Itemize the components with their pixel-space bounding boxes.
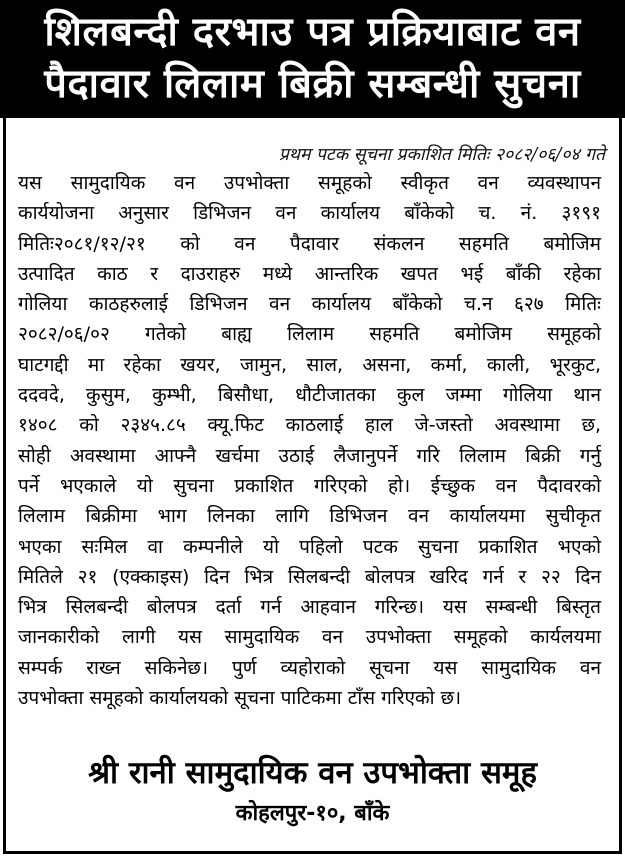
paragraph-line: जानकारीको लागी यस सामुदायिक वन उपभोक्ता समूहको कार्यलयमा: [18, 626, 601, 649]
paragraph-line: सोही अवस्थामा आफ्नै खर्चमा उठाई लैजानुपर्ने गरि लिलाम बिक्री गर्नु: [18, 444, 601, 467]
header-title-line-2: पैदावार लिलाम बिक्री सम्बन्धी सुचना: [44, 61, 581, 107]
paragraph-line: सम्पर्क राख्न सकिनेछ। पुर्ण व्यहोराको सूचना यस सामुदायिक वन: [18, 656, 601, 679]
organization-address: कोहलपुर-१०, बाँके: [235, 801, 390, 826]
paragraph-line: गोलिया काठहरुलाई डिभिजन वन कार्यालय बाँकेको च.न ६२७ मितिः: [18, 293, 601, 316]
paragraph-line: कार्ययोजना अनुसार डिभिजन वन कार्यालय बाँकेको च. नं. ३१९१: [18, 202, 601, 225]
paragraph-line: मितिले २१ (एक्काइस) दिन भित्र सिलबन्दी बोलपत्र खरिद गर्न र २२ दिन: [18, 565, 601, 588]
paragraph-line: भएका सःमिल वा कम्पनीले यो पहिलो पटक सुचना प्रकाशित भएको: [18, 535, 601, 558]
paragraph-line: उत्पादित काठ र दाउराहरु मध्ये आन्तरिक खपत भई बाँकी रहेका: [18, 262, 601, 285]
paragraph-line: यस सामुदायिक वन उपभोक्ता समूहको स्वीकृत वन व्यवस्थापन: [18, 172, 601, 194]
organization-name: श्री रानी सामुदायिक वन उपभोक्ता समूह: [88, 755, 537, 791]
paragraph-line: मितिः२०८१/१२/२१ को वन पैदावार संकलन सहमति बमोजिम: [18, 232, 601, 255]
notice-body: [3, 118, 622, 854]
signature-block: [6, 750, 619, 832]
notice-header: [0, 0, 625, 118]
paragraph-line: २०८२/०६/०२ गतेको बाह्य लिलाम सहमति बमोजिम समूहको: [18, 323, 601, 346]
published-date: प्रथम पटक सूचना प्रकाशित मितिः २०८२/०६/०४ गते: [278, 145, 605, 165]
header-title-line-1: शिलबन्दी दरभाउ पत्र प्रक्रियाबाट वन: [44, 9, 581, 55]
paragraph-line: ददवदे, कुसुम, कुम्भी, बिसौधा, धौटीजातका कुल जम्मा गोलिया थान: [18, 384, 601, 407]
notice-paragraph: [18, 168, 601, 713]
paragraph-line: लिलाम बिक्रीमा भाग लिनका लागि डिभिजन वन कार्यालयमा सुचीकृत: [18, 505, 601, 528]
paragraph-line: उपभोक्ता समूहको कार्यालयको सूचना पाटिकमा टाँस गरिएको छ।: [18, 687, 462, 710]
paragraph-line: घाटगद्दी मा रहेका खयर, जामुन, साल, असना, कर्मा, काली, भूरकुट,: [18, 353, 601, 376]
paragraph-line: भित्र सिलबन्दी बोलपत्र दर्ता गर्न आहवान गरिन्छ। यस सम्बन्धी बिस्तृत: [18, 596, 601, 619]
paragraph-line: पर्ने भएकाले यो सुचना प्रकाशित गरिएको हो। ईच्छुक वन पैदावरको: [18, 474, 601, 497]
paragraph-line: १४०८ को २३४५.८५ क्यू.फिट काठलाई हाल जे-जस्तो अवस्थामा छ,: [18, 414, 601, 437]
